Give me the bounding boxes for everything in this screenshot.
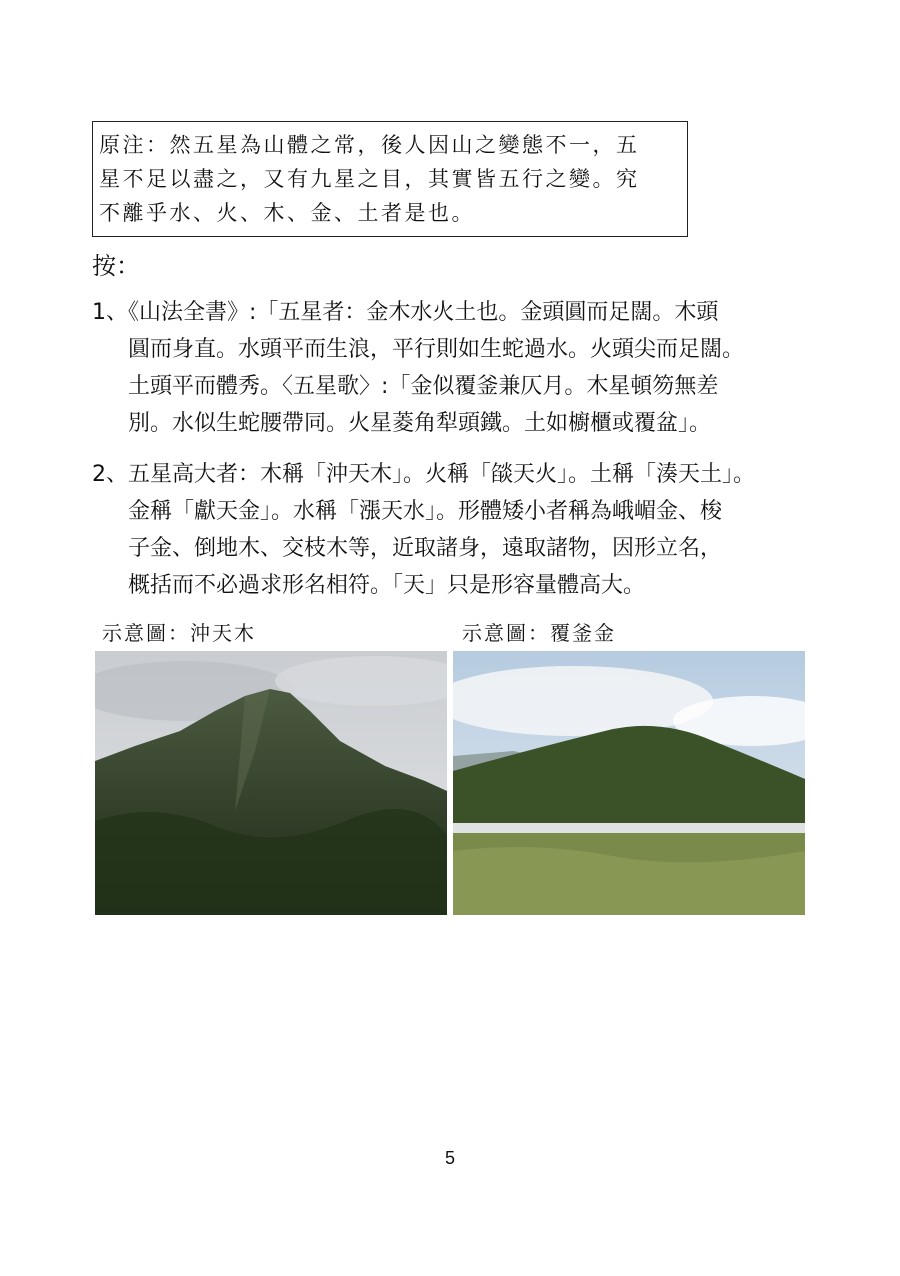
- photo-dome-mountain: [453, 651, 805, 915]
- an-label: 按：: [92, 252, 140, 280]
- list-item-1: [92, 294, 812, 442]
- original-note-box: [92, 121, 688, 237]
- item-line: 別。水似生蛇腰帶同。火星菱角犁頭鐵。土如櫥櫃或覆盆」。: [128, 411, 712, 436]
- photo-peaked-mountain: [95, 651, 447, 915]
- item-line: 1、《山法全書》:「五星者：金木水火土也。金頭圓而足闊。木頭: [92, 300, 719, 325]
- item-line: 子金、倒地木、交枝木等，近取諸身，遠取諸物，因形立名，: [128, 536, 723, 561]
- item-line: 圓而身直。水頭平而生浪，平行則如生蛇過水。火頭尖而足闊。: [128, 337, 745, 362]
- caption-chongtian-mu: 示意圖：沖天木: [102, 621, 256, 645]
- caption-fufu-jin: 示意圖：覆釜金: [462, 621, 616, 645]
- item-line: 概括而不必過求形名相符。「天」只是形容量體高大。: [128, 573, 646, 598]
- item-line: 土頭平而體秀。〈五星歌〉:「金似覆釜兼仄月。木星頓笏無差: [128, 374, 719, 399]
- item-line: 金稱「獻天金」。水稱「漲天水」。形體矮小者稱為峨嵋金、梭: [128, 499, 723, 524]
- note-line: 不離乎水、火、木、金、土者是也。: [99, 201, 475, 225]
- note-line: 原注：然五星為山體之常，後人因山之變態不一，五: [99, 133, 640, 157]
- page-number: 5: [444, 1148, 455, 1168]
- note-line: 星不足以盡之，又有九星之目，其實皆五行之變。究: [99, 167, 640, 191]
- peaked-mountain-illustration: [95, 651, 447, 915]
- dome-mountain-illustration: [453, 651, 805, 915]
- item-line: 2、五星高大者：木稱「沖天木」。火稱「燄天火」。土稱「湊天土」。: [92, 462, 755, 487]
- list-item-2: [92, 456, 812, 604]
